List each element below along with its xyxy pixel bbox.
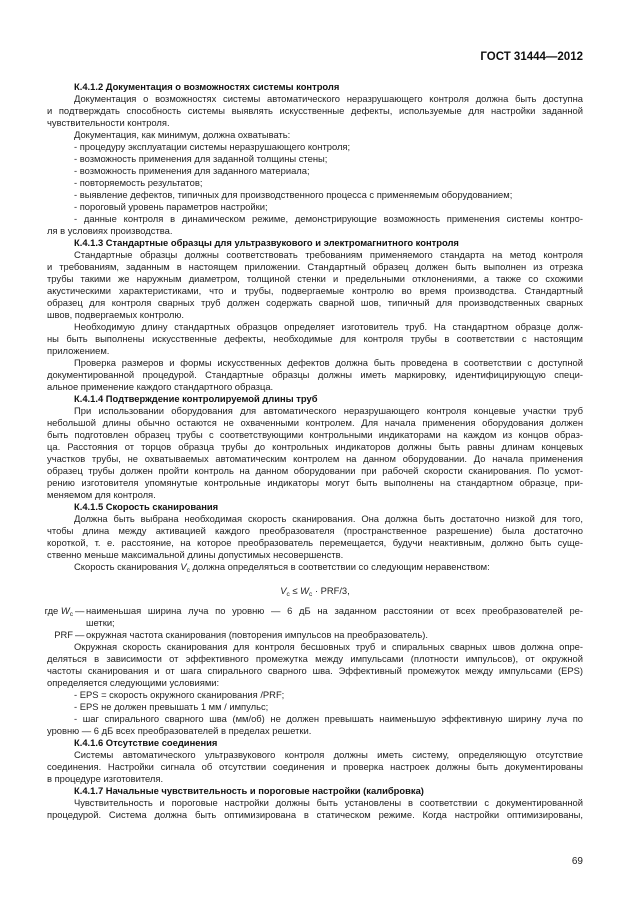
text-line: - выявление дефектов, типичных для производственного процесса с применяемым оборудованием; bbox=[74, 189, 513, 200]
list-item bbox=[47, 701, 583, 713]
paragraph bbox=[47, 93, 583, 129]
text-line: акустическими характеристиками, что и трубы, подвергаемые контролю во время производства. Стандартный bbox=[47, 285, 583, 296]
list-item bbox=[47, 689, 583, 701]
text-line: Системы автоматического ультразвукового контроля должны иметь систему, определяющую отсутствие bbox=[74, 749, 583, 760]
text-line: При использовании оборудования для автоматического неразрушающего контроля концевые участки труб bbox=[74, 405, 583, 416]
list-item bbox=[47, 153, 583, 165]
list-item bbox=[47, 177, 583, 189]
variable-symbol: V bbox=[180, 561, 187, 572]
text-line: образец трубы должен пройти контроль на данном оборудовании при рабочей скорости сканирования. По усмот- bbox=[47, 465, 583, 476]
text-line: ственно меньше максимальной длины допустимых несовершенств. bbox=[47, 549, 344, 560]
text-line: небольшой длины обычно остаются не охваченными контролем. Для начала применения оборудования должен bbox=[47, 417, 583, 428]
definition-item bbox=[47, 629, 583, 641]
text-line: альное применение каждого стандартного образца. bbox=[47, 381, 274, 392]
text-line: - возможность применения для заданного материала; bbox=[74, 165, 310, 176]
text-line: - EPS не должен превышать 1 мм / импульс; bbox=[74, 701, 269, 712]
section-heading: К.4.1.3 Стандартные образцы для ультразвукового и электромагнитного контроля bbox=[74, 237, 459, 248]
text-line: чтобы длина между активацией каждого преобразователя (пространственное разрешение) была достаточно bbox=[47, 525, 583, 536]
definition-text: шетки; bbox=[86, 617, 115, 628]
text-line: короткой, т. е. расстояние, на которое преобразователь перемещается, будучи неактивным, должно быть суще- bbox=[47, 537, 583, 548]
text-line: деляться в зависимости от эффективного промежутка между импульсами (плотности импульсов), от окружной bbox=[47, 653, 583, 664]
formula bbox=[47, 585, 583, 597]
subscript: с bbox=[308, 591, 313, 598]
section-heading: К.4.1.6 Отсутствие соединения bbox=[74, 737, 218, 748]
text-line bbox=[47, 561, 583, 573]
definition-text: наименьшая ширина луча по уровню — 6 дБ на заданном расстоянии от всех преобразователей ре- bbox=[86, 605, 583, 616]
list-item bbox=[47, 713, 583, 737]
text-line: ля в условиях производства. bbox=[47, 225, 173, 236]
section-heading: К.4.1.2 Документация о возможностях системы контроля bbox=[74, 81, 340, 92]
paragraph bbox=[47, 513, 583, 561]
text-line: быть подготовлен образец трубы с соответствующими контрольными индикаторами на каждом из концов образ- bbox=[47, 429, 583, 440]
text-line: - повторяемость результатов; bbox=[74, 177, 203, 188]
paragraph bbox=[47, 249, 583, 321]
list-item bbox=[47, 141, 583, 153]
text-line: меняемом для контроля. bbox=[47, 489, 156, 500]
text-segment: · PRF/3, bbox=[312, 585, 350, 596]
text-line: в процедуре изготовителя. bbox=[47, 773, 164, 784]
list-item bbox=[47, 213, 583, 237]
text-line: чувствительности контроля. bbox=[47, 117, 170, 128]
text-line: - пороговый уровень параметров настройки; bbox=[74, 201, 268, 212]
document-body bbox=[44, 81, 583, 821]
paragraph bbox=[47, 797, 583, 821]
text-line: Окружная скорость сканирования для контроля бесшовных труб и спиральных сварных швов должна опре- bbox=[74, 641, 583, 652]
document-header: ГОСТ 31444—2012 bbox=[480, 51, 583, 63]
definition-dash: — bbox=[75, 629, 85, 640]
text-segment: должна определяться в соответствии со следующим неравенством: bbox=[189, 561, 490, 572]
text-line: Проверка размеров и формы искусственных дефектов должна быть проведена в соответствии с доступной bbox=[74, 357, 583, 368]
text-line: - данные контроля в динамическом режиме, демонстрирующие возможность применения системы контро- bbox=[74, 213, 583, 224]
paragraph bbox=[47, 357, 583, 393]
variable-symbol: W bbox=[300, 585, 309, 596]
text-line: - возможность применения для заданной толщины стены; bbox=[74, 153, 328, 164]
text-line: Документация о возможностях системы автоматического неразрушающего контроля должна быть доступна bbox=[74, 93, 583, 104]
section-heading: К.4.1.5 Скорость сканирования bbox=[74, 501, 219, 512]
text-line: Должна быть выбрана необходимая скорость сканирования. Она должна быть достаточно низкой для того, bbox=[74, 513, 583, 524]
subscript: с bbox=[69, 611, 73, 618]
subscript: с bbox=[286, 591, 290, 598]
text-line: приложением. bbox=[47, 345, 110, 356]
list-item bbox=[47, 201, 583, 213]
text-line: Необходимую длину стандартных образцов определяет изготовитель труб. На стандартном образце долж- bbox=[74, 321, 583, 332]
text-segment: где bbox=[44, 605, 61, 616]
definition-term bbox=[41, 629, 73, 641]
text-line: ца. Расстояния от торцов образца трубы до контрольных индикаторов должны быть равны длинам концевых bbox=[47, 441, 583, 452]
text-line: Документация, как минимум, должна охватывать: bbox=[74, 129, 291, 140]
definition-text: окружная частота сканирования (повторения импульсов на преобразователь). bbox=[86, 629, 428, 640]
text-line: и требованиям, заданным в настоящем приложении. Стандартный образец должен быть выполнен из отрезка bbox=[47, 261, 583, 272]
text-line: соединения. Настройки сигнала об отсутствии соединения и проверка настроек должны быть документированы bbox=[47, 761, 583, 772]
section-heading: К.4.1.4 Подтверждение контролируемой длины труб bbox=[74, 393, 318, 404]
text-line: ны быть выполнены искусственные дефекты, необходимые для контроля трубы в соответствии с настоящим bbox=[47, 333, 583, 344]
text-line: рению изготовителя упомянутые контрольные индикаторы могут быть выполнены на стандартном образце, при- bbox=[47, 477, 583, 488]
text-line: образец для контроля сварных труб должен содержать сварной шов, типичный для производственных сварных bbox=[47, 297, 583, 308]
page-number: 69 bbox=[571, 856, 583, 867]
text-segment: ≤ bbox=[289, 585, 301, 596]
list-item bbox=[47, 165, 583, 177]
paragraph bbox=[47, 641, 583, 689]
definition-term bbox=[41, 605, 73, 621]
text-line: участков трубы, не охватываемых автоматическим контролем на данном оборудовании. До начала применения bbox=[47, 453, 583, 464]
definition-dash: — bbox=[75, 605, 85, 616]
paragraph bbox=[47, 405, 583, 501]
text-segment: Скорость сканирования bbox=[74, 561, 181, 572]
text-line: процедурой. Система должна быть оптимизирована в статическом режиме. Когда настройки оптимизированы, bbox=[47, 809, 583, 820]
text-line: частоты сканирования и от шага спирального сварного шва. Эффективный промежуток между импульсами (EPS) bbox=[47, 665, 583, 676]
text-segment: PRF bbox=[54, 629, 73, 640]
paragraph bbox=[47, 321, 583, 357]
text-line: трубы такими же наружным диаметром, толщиной стенки и предельными отклонениями, а также со схожими bbox=[47, 273, 583, 284]
paragraph bbox=[47, 749, 583, 785]
text-line: документированной процедурой. Стандартные образцы должны иметь маркировку, идентифицирующую специ- bbox=[47, 369, 583, 380]
variable-symbol: W bbox=[60, 605, 70, 616]
variable-symbol: V bbox=[280, 585, 287, 596]
paragraph bbox=[47, 561, 583, 573]
list-item bbox=[47, 189, 583, 201]
text-line: Стандартные образцы должны соответствовать требованиям применяемого стандарта на метод контроля bbox=[74, 249, 583, 260]
text-line: уровню — 6 дБ всех преобразователей в пределах решетки. bbox=[47, 725, 312, 736]
text-line: Чувствительность и пороговые настройки должны быть установлены в соответствии с документированной bbox=[74, 797, 583, 808]
text-line: и подтверждать способность системы выявлять искусственные дефекты, используемые для настройки заданной bbox=[47, 105, 583, 116]
text-line: - шаг спирального сварного шва (мм/об) не должен превышать наименьшую эффективную ширину луча по bbox=[74, 713, 583, 724]
text-line: швов, подвергаемых контролю. bbox=[47, 309, 184, 320]
text-line: - EPS = скорость окружного сканирования /PRF; bbox=[74, 689, 285, 700]
text-line: - процедуру эксплуатации системы неразрушающего контроля; bbox=[74, 141, 351, 152]
paragraph bbox=[47, 129, 583, 141]
text-line: определяется следующими условиями: bbox=[47, 677, 220, 688]
subscript: с bbox=[186, 567, 190, 574]
section-heading: К.4.1.7 Начальные чувствительность и пороговые настройки (калибровка) bbox=[74, 785, 424, 796]
definition-item bbox=[44, 605, 583, 629]
